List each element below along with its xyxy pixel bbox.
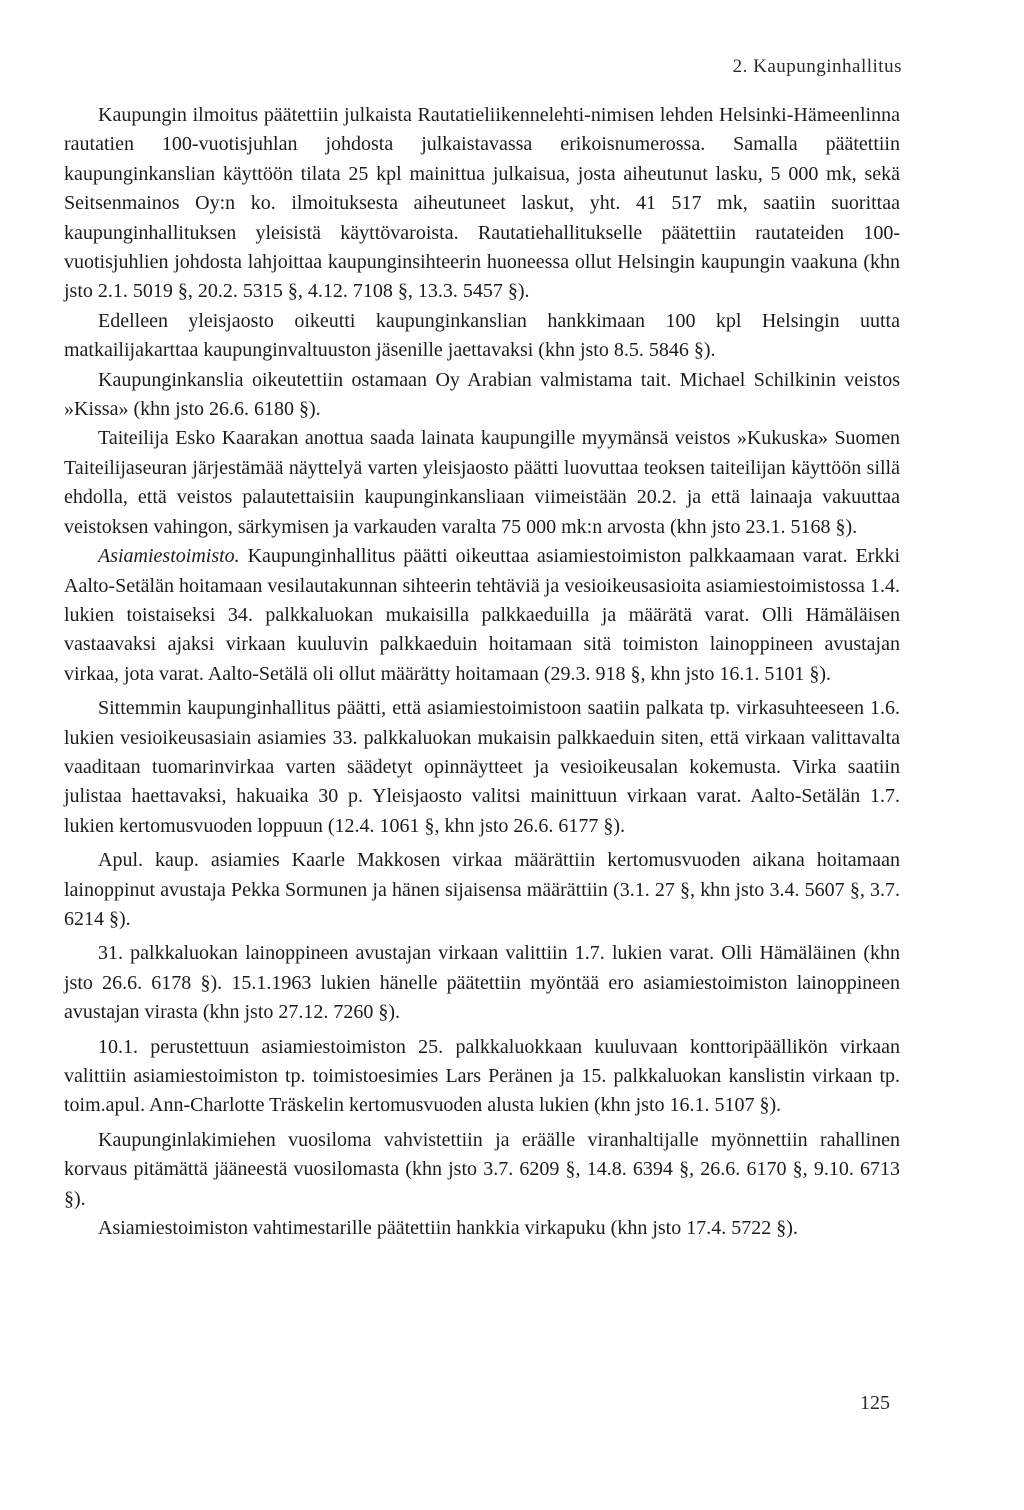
paragraph: Asiamiestoimiston vahtimestarille päätettiin hankkia virkapuku (khn jsto 17.4. 5722 §). [98,1217,798,1240]
paragraph: 10.1. perustettuun asiamiestoimiston 25. palkkaluokkaan kuuluvaan konttoripäällikön virkaan valittiin asiamiestoimiston tp. toimistoesimies Lars Peränen ja 15. palkkaluokan kanslistin virkaan tp. toim.apul. Ann-Charlotte Träskelin kertomusvuoden alusta lukien (khn jsto 16.1. 5107 §). [64,1035,900,1117]
section-lead: Asiamiestoimisto. [98,545,240,568]
paragraph [64,542,900,689]
running-header: 2. Kaupunginhallitus [732,56,902,77]
paragraph: Edelleen yleisjaosto oikeutti kaupunginkanslian hankkimaan 100 kpl Helsingin uutta matkailijakarttaa kaupunginvaltuuston jäsenille jaettavaksi (khn jsto 8.5. 5846 §). [64,309,900,362]
paragraph-text: Kaupunginhallitus päätti oikeuttaa asiamiestoimiston palkkaamaan varat. Erkki Aalto-Setälän hoitamaan vesilautakunnan sihteerin tehtäviä ja vesioikeusasioita asiamiestoimistossa 1.4. lukien toistaiseksi 34. palkkaluokan mukaisilla palkkaeduilla ja määrätä varat. Olli Hämäläisen vastaavaksi ajaksi virkaan kuuluvin palkkaeduin hoitamaan sitä toimiston lainoppineen avustajan virkaa, jota varat. Aalto-Setälä oli ollut määrätty hoitamaan (29.3. 918 §, khn jsto 16.1. 5101 §). [64,545,900,685]
paragraph: 31. palkkaluokan lainoppineen avustajan virkaan valittiin 1.7. lukien varat. Olli Hämäläinen (khn jsto 26.6. 6178 §). 15.1.1963 lukien hänelle päätettiin myöntää ero asiamiestoimiston lainoppineen avustajan virasta (khn jsto 27.12. 7260 §). [64,942,900,1024]
paragraph: Kaupunginkanslia oikeutettiin ostamaan Oy Arabian valmistama tait. Michael Schilkinin veistos »Kissa» (khn jsto 26.6. 6180 §). [64,368,900,421]
page-number: 125 [860,1392,890,1414]
body-text [64,101,900,1243]
paragraph: Kaupungin ilmoitus päätettiin julkaista Rautatieliikennelehti-nimisen lehden Helsinki-Hämeenlinna rautatien 100-vuotisjuhlan johdosta julkaistavassa erikoisnumerossa. Samalla päätettiin kaupunginkanslian käyttöön tilata 25 kpl mainittua julkaisua, josta aiheutunut lasku, 5 000 mk, sekä Seitsenmainos Oy:n ko. ilmoituksesta aiheutuneet laskut, yht. 41 517 mk, saatiin suorittaa kaupunginhallituksen yleisistä käyttövaroista. Rautatiehallitukselle päätettiin rautateiden 100-vuotisjuhlien johdosta lahjoittaa kaupunginsihteerin huoneessa ollut Helsingin kaupungin vaakuna (khn jsto 2.1. 5019 §, 20.2. 5315 §, 4.12. 7108 §, 13.3. 5457 §). [64,104,900,303]
paragraph: Taiteilija Esko Kaarakan anottua saada lainata kaupungille myymänsä veistos »Kukuska» Suomen Taiteilijaseuran järjestämää näyttelyä varten yleisjaosto päätti luovuttaa teoksen taiteilijan käyttöön sillä ehdolla, että veistos palautettaisiin kaupunginkansliaan viimeistään 20.2. ja että lainaaja vakuuttaa veistoksen vahingon, särkymisen ja varkauden varalta 75 000 mk:n arvosta (khn jsto 23.1. 5168 §). [64,427,900,538]
paragraph: Apul. kaup. asiamies Kaarle Makkosen virkaa määrättiin kertomusvuoden aikana hoitamaan lainoppinut avustaja Pekka Sormunen ja hänen sijaisensa määrättiin (3.1. 27 §, khn jsto 3.4. 5607 §, 3.7. 6214 §). [64,849,900,930]
paragraph: Kaupunginlakimiehen vuosiloma vahvistettiin ja eräälle viranhaltijalle myönnettiin rahallinen korvaus pitämättä jääneestä vuosilomasta (khn jsto 3.7. 6209 §, 14.8. 6394 §, 26.6. 6170 §, 9.10. 6713 §). [64,1128,900,1210]
paragraph: Sittemmin kaupunginhallitus päätti, että asiamiestoimistoon saatiin palkata tp. virkasuhteeseen 1.6. lukien vesioikeusasiain asiamies 33. palkkaluokan mukaisin palkkaeduin siten, että virkaan valittavalta vaaditaan tuomarinvirkaa varten säädetyt opinnäytteet ja vesioikeusalan kokemusta. Virka saatiin julistaa haettavaksi, hakuaika 30 p. Yleisjaosto valitsi mainittuun virkaan varat. Aalto-Setälän 1.7. lukien kertomusvuoden loppuun (12.4. 1061 §, khn jsto 26.6. 6177 §). [64,697,900,837]
